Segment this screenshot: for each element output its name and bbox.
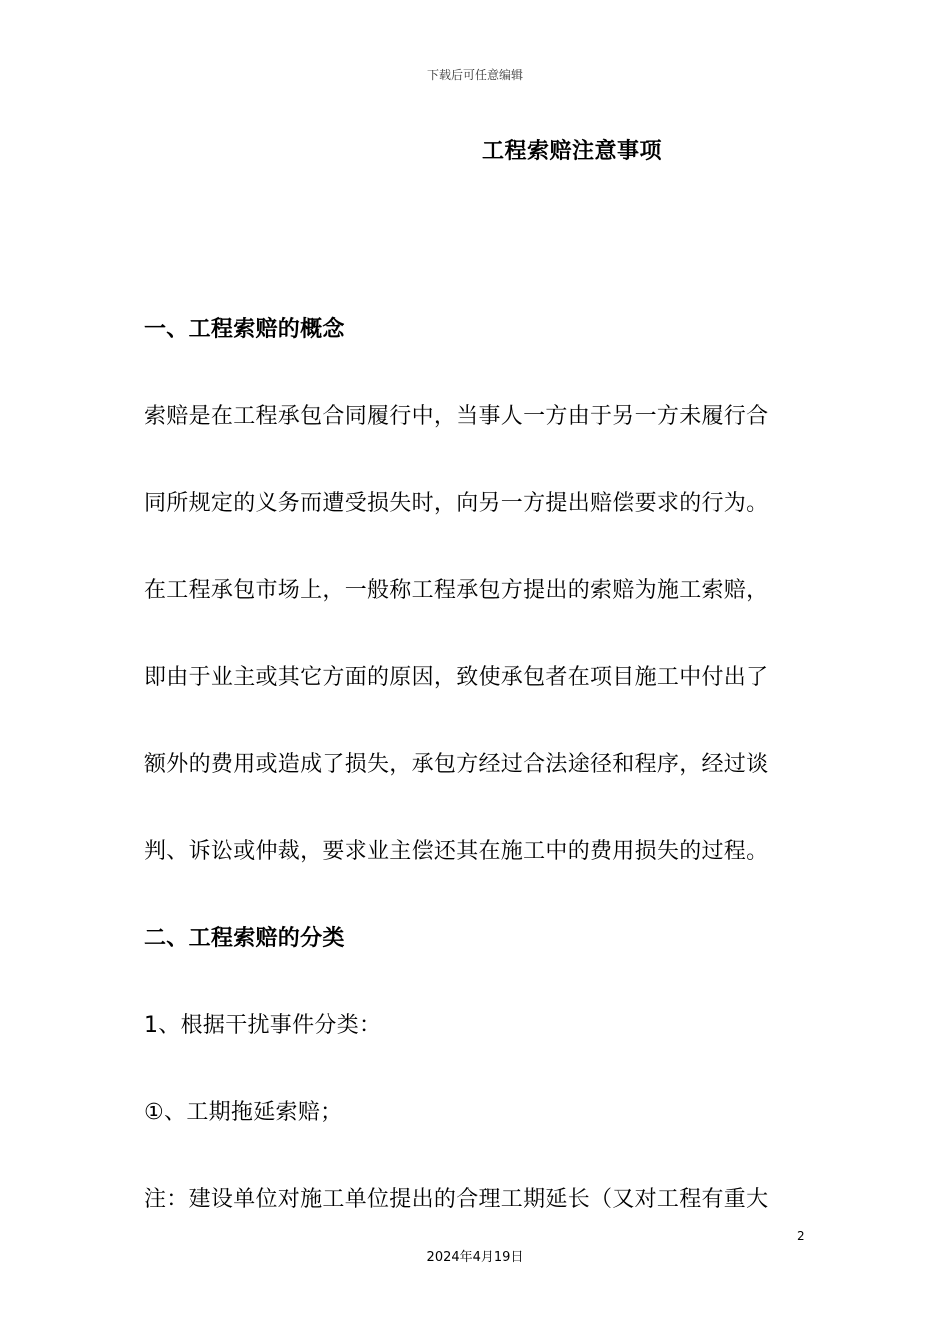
list-item: ①、工期拖延索赔； — [144, 1100, 343, 1125]
footer-date: 2024年4月19日 — [426, 1250, 524, 1265]
document-title: 工程索赔注意事项 — [482, 139, 663, 164]
paragraph-line: 在工程承包市场上，一般称工程承包方提出的索赔为施工索赔， — [144, 578, 769, 603]
section-heading-classification: 二、工程索赔的分类 — [144, 926, 345, 951]
paragraph-line: 额外的费用或造成了损失，承包方经过合法途径和程序，经过谈 — [144, 752, 769, 777]
paragraph-line: 索赔是在工程承包合同履行中，当事人一方由于另一方未履行合 — [144, 404, 769, 429]
note-line: 注：建设单位对施工单位提出的合理工期延长（又对工程有重大 — [144, 1187, 769, 1212]
list-item: 1、根据干扰事件分类： — [144, 1013, 382, 1038]
paragraph-line: 即由于业主或其它方面的原因，致使承包者在项目施工中付出了 — [144, 665, 769, 690]
section-heading-concept: 一、工程索赔的概念 — [144, 317, 345, 342]
header-note: 下载后可任意编辑 — [426, 68, 523, 82]
paragraph-line: 判、诉讼或仲裁，要求业主偿还其在施工中的费用损失的过程。 — [144, 839, 769, 864]
paragraph-line: 同所规定的义务而遭受损失时，向另一方提出赔偿要求的行为。 — [144, 491, 769, 516]
page-number: 2 — [797, 1229, 805, 1243]
